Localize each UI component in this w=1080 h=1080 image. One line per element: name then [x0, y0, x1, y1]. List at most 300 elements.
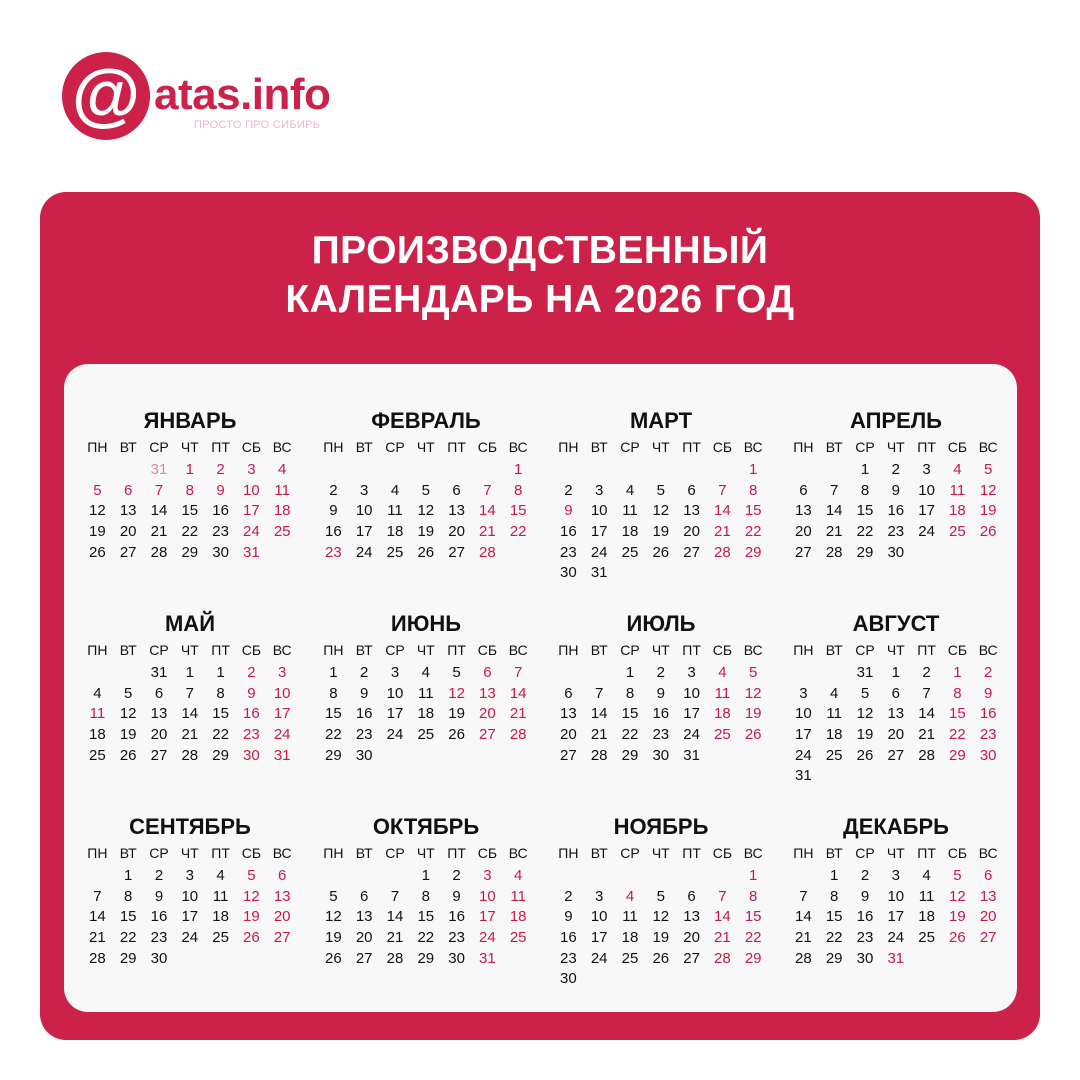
day-cell: 17: [590, 929, 608, 947]
day-cell: 27: [560, 746, 577, 764]
holiday-day: 18: [509, 908, 527, 926]
day-cell: 9: [329, 502, 338, 520]
weekday-label: ПН: [793, 845, 814, 861]
empty-cell: [380, 866, 411, 887]
weekday-label: ВТ: [119, 642, 137, 658]
day-cell: 14: [825, 502, 843, 520]
day-cell: 20: [150, 726, 168, 744]
day-cell: 2: [154, 867, 164, 884]
day-cell: 5: [656, 887, 665, 905]
weekday-label: СР: [855, 642, 875, 658]
day-cell: 10: [887, 887, 905, 905]
week-row: [788, 501, 1004, 522]
empty-cell: [472, 460, 503, 481]
weekday-header: [82, 842, 298, 866]
empty-cell: [973, 543, 1004, 564]
day-cell: 15: [325, 705, 342, 723]
week-row: [553, 460, 769, 481]
day-cell: 16: [560, 929, 577, 947]
day-cell: 2: [360, 664, 369, 681]
day-cell: 14: [918, 705, 935, 723]
holiday-day: 22: [744, 929, 762, 947]
holiday-day: 7: [718, 887, 727, 905]
empty-cell: [973, 949, 1004, 970]
day-cell: 31: [683, 746, 700, 764]
holiday-day: 7: [483, 481, 492, 499]
day-cell: 10: [918, 481, 935, 499]
day-cell: 22: [417, 929, 435, 947]
day-cell: 4: [216, 867, 225, 884]
day-cell: 21: [181, 726, 199, 744]
weekday-label: ВС: [743, 845, 763, 861]
day-cell: 28: [181, 746, 199, 764]
empty-cell: [615, 866, 646, 887]
day-cell: 9: [154, 887, 164, 905]
day-cell: 6: [360, 887, 369, 905]
weekday-label: ПТ: [211, 642, 230, 658]
week-row: [788, 866, 1004, 887]
weekday-label: ЧТ: [886, 642, 905, 658]
weekday-header: [318, 639, 534, 663]
day-cell: 30: [212, 543, 229, 561]
day-cell: 30: [856, 949, 874, 967]
holiday-day: 21: [509, 705, 527, 723]
empty-cell: [82, 663, 113, 684]
day-cell: 27: [683, 949, 700, 967]
weekday-label: ЧТ: [886, 845, 905, 861]
weekday-label: СР: [385, 845, 405, 861]
day-cell: 30: [560, 564, 577, 582]
holiday-day: 5: [953, 867, 962, 884]
weekday-label: ВТ: [119, 845, 137, 861]
week-row: [553, 746, 769, 767]
day-cell: 11: [622, 908, 638, 926]
day-cell: 17: [918, 502, 935, 520]
day-cell: 31: [856, 664, 874, 681]
weekday-label: ПН: [793, 439, 814, 455]
logo: [62, 52, 362, 144]
week-row: [788, 907, 1004, 928]
holiday-day: 9: [984, 684, 993, 702]
holiday-day: 12: [448, 684, 465, 702]
weekday-label: ЧТ: [651, 642, 670, 658]
day-cell: 14: [181, 705, 199, 723]
holiday-day: 24: [243, 523, 260, 541]
day-cell: 4: [93, 684, 102, 702]
day-cell: 3: [360, 481, 369, 499]
month-1: [82, 408, 298, 563]
weekday-label: СБ: [477, 439, 498, 455]
day-cell: 15: [181, 502, 199, 520]
empty-cell: [676, 563, 707, 584]
month-name: ДЕКАБРЬ: [843, 814, 949, 839]
holiday-day: 1: [514, 461, 523, 478]
empty-cell: [707, 563, 738, 584]
day-cell: 10: [355, 502, 373, 520]
day-cell: 6: [564, 684, 573, 702]
day-cell: 24: [386, 726, 404, 744]
day-cell: 14: [150, 502, 168, 520]
day-cell: 21: [795, 929, 812, 947]
empty-cell: [850, 766, 881, 787]
weekday-label: СР: [149, 845, 169, 861]
week-row: [788, 746, 1004, 767]
weekday-label: ВС: [272, 439, 292, 455]
day-cell: 22: [825, 929, 843, 947]
holiday-day: 27: [479, 726, 496, 744]
day-cell: 22: [181, 523, 199, 541]
day-cell: 4: [922, 867, 931, 884]
week-row: [788, 663, 1004, 684]
day-cell: 15: [119, 908, 137, 926]
day-cell: 1: [860, 461, 870, 478]
holiday-day: 30: [243, 746, 260, 764]
day-cell: 26: [856, 746, 874, 764]
holiday-day: 21: [714, 523, 731, 541]
day-cell: 29: [825, 949, 843, 967]
day-cell: 29: [212, 746, 229, 764]
day-cell: 5: [124, 684, 133, 702]
day-cell: 1: [421, 867, 430, 884]
holiday-day: 10: [243, 481, 260, 499]
empty-cell: [380, 460, 411, 481]
week-row: [318, 725, 534, 746]
weekday-label: ВТ: [355, 439, 373, 455]
empty-cell: [410, 746, 441, 767]
day-cell: 12: [652, 908, 670, 926]
day-cell: 3: [185, 867, 194, 884]
day-cell: 18: [89, 726, 106, 744]
weekday-label: СБ: [712, 642, 733, 658]
holiday-day: 26: [949, 929, 966, 947]
day-cell: 12: [325, 908, 342, 926]
weekday-label: ПТ: [917, 642, 936, 658]
day-cell: 6: [154, 684, 164, 702]
empty-cell: [113, 460, 144, 481]
week-row: [553, 501, 769, 522]
weekday-label: ПТ: [447, 845, 466, 861]
week-row: [553, 928, 769, 949]
holiday-day: 28: [509, 726, 527, 744]
month-name: АВГУСТ: [852, 611, 940, 636]
week-row: [82, 746, 298, 767]
day-cell: 9: [656, 684, 665, 702]
day-cell: 25: [212, 929, 229, 947]
weekday-label: ПН: [323, 642, 344, 658]
day-cell: 26: [89, 543, 106, 561]
day-cell: 11: [212, 887, 229, 905]
week-row: [788, 928, 1004, 949]
day-cell: 2: [564, 887, 573, 905]
empty-cell: [645, 460, 676, 481]
day-cell: 13: [448, 502, 465, 520]
day-cell: 25: [89, 746, 106, 764]
weekday-label: ВС: [743, 439, 763, 455]
empty-cell: [380, 746, 411, 767]
logo-text: atas.info: [154, 70, 331, 119]
month-10: [318, 814, 534, 969]
day-cell: 4: [625, 481, 635, 499]
day-cell: 8: [860, 481, 870, 499]
holiday-day: 15: [744, 502, 762, 520]
holiday-day: 11: [714, 684, 731, 702]
holiday-day: 22: [744, 523, 762, 541]
day-cell: 11: [622, 502, 638, 520]
day-cell: 2: [922, 664, 931, 681]
holiday-day: 28: [479, 543, 496, 561]
day-cell: 14: [795, 908, 812, 926]
holiday-day: 1: [185, 461, 194, 478]
day-cell: 20: [887, 726, 905, 744]
day-cell: 17: [181, 908, 199, 926]
empty-cell: [788, 460, 819, 481]
holiday-day: 25: [273, 523, 291, 541]
day-cell: 30: [448, 949, 465, 967]
day-cell: 7: [390, 887, 400, 905]
month-8: [788, 611, 1004, 787]
day-cell: 28: [590, 746, 608, 764]
day-cell: 12: [119, 705, 137, 723]
empty-cell: [707, 969, 738, 990]
weekday-label: СР: [385, 439, 405, 455]
holiday-day: 4: [514, 867, 523, 884]
weekday-label: ВТ: [825, 439, 843, 455]
holiday-day: 12: [744, 684, 762, 702]
holiday-day: 25: [714, 726, 731, 744]
day-cell: 2: [860, 867, 870, 884]
holiday-day: 14: [714, 908, 731, 926]
day-cell: 18: [621, 929, 639, 947]
day-cell: 25: [621, 949, 639, 967]
weekday-label: ПН: [558, 642, 579, 658]
holiday-day: 4: [718, 664, 727, 681]
empty-cell: [788, 866, 819, 887]
empty-cell: [174, 949, 205, 970]
day-cell: 10: [683, 684, 700, 702]
holiday-day: 31: [243, 543, 260, 561]
day-cell: 2: [452, 867, 461, 884]
day-cell: 23: [212, 523, 229, 541]
weekday-label: ПН: [87, 439, 108, 455]
day-cell: 6: [687, 481, 696, 499]
month-name: АПРЕЛЬ: [849, 408, 942, 433]
day-cell: 13: [795, 502, 812, 520]
day-cell: 3: [595, 481, 604, 499]
day-cell: 18: [417, 705, 435, 723]
holiday-day: 31: [273, 746, 291, 764]
holiday-day: 4: [953, 461, 962, 478]
day-cell: 19: [448, 705, 465, 723]
day-cell: 23: [856, 929, 874, 947]
week-row: [318, 501, 534, 522]
day-cell: 9: [891, 481, 900, 499]
weekday-label: ПН: [323, 439, 344, 455]
day-cell: 8: [625, 684, 635, 702]
day-cell: 1: [329, 664, 338, 681]
day-cell: 18: [918, 908, 935, 926]
weekday-label: СР: [149, 642, 169, 658]
week-row: [553, 969, 769, 990]
weekday-header: [553, 639, 769, 663]
day-cell: 19: [89, 523, 106, 541]
holiday-day: 17: [273, 705, 291, 723]
day-cell: 22: [119, 929, 137, 947]
week-row: [318, 481, 534, 502]
day-cell: 15: [621, 705, 639, 723]
empty-cell: [553, 866, 584, 887]
holiday-day: 29: [744, 949, 762, 967]
week-row: [82, 663, 298, 684]
weekday-label: СР: [855, 439, 875, 455]
day-cell: 25: [825, 746, 843, 764]
day-cell: 27: [887, 746, 905, 764]
empty-cell: [707, 746, 738, 767]
weekday-label: ВТ: [590, 642, 608, 658]
week-row: [788, 725, 1004, 746]
day-cell: 25: [918, 929, 935, 947]
holiday-day: 14: [509, 684, 527, 702]
weekday-label: ВС: [272, 845, 292, 861]
weekday-label: ВТ: [825, 642, 843, 658]
weekday-header: [82, 639, 298, 663]
weekday-label: СБ: [947, 439, 968, 455]
weekday-label: ПТ: [211, 845, 230, 861]
day-cell: 16: [325, 523, 342, 541]
day-cell: 19: [417, 523, 435, 541]
weekday-label: СБ: [947, 845, 968, 861]
day-cell: 1: [830, 867, 839, 884]
week-row: [788, 949, 1004, 970]
weekday-label: ВС: [978, 439, 998, 455]
week-row: [318, 949, 534, 970]
holiday-day: 22: [509, 523, 527, 541]
weekday-label: ЧТ: [180, 642, 199, 658]
weekday-header: [82, 436, 298, 460]
week-row: [788, 460, 1004, 481]
day-cell: 13: [683, 908, 700, 926]
day-cell: 5: [452, 664, 461, 681]
holiday-day: 1: [749, 461, 758, 478]
day-cell: 8: [216, 684, 225, 702]
empty-cell: [645, 866, 676, 887]
holiday-day: 26: [243, 929, 260, 947]
holiday-day: 5: [247, 867, 256, 884]
day-cell: 1: [625, 664, 635, 681]
holiday-day: 23: [325, 543, 342, 561]
day-cell: 28: [150, 543, 168, 561]
empty-cell: [349, 866, 380, 887]
day-cell: 16: [887, 502, 905, 520]
week-row: [553, 887, 769, 908]
week-row: [553, 866, 769, 887]
weekday-label: ПТ: [682, 845, 701, 861]
day-cell: 6: [452, 481, 461, 499]
empty-cell: [788, 663, 819, 684]
empty-cell: [819, 766, 850, 787]
holiday-day: 8: [953, 684, 962, 702]
day-cell: 19: [119, 726, 137, 744]
day-cell: 23: [150, 929, 168, 947]
day-cell: 17: [355, 523, 373, 541]
weekday-label: ЧТ: [651, 845, 670, 861]
day-cell: 10: [590, 908, 608, 926]
day-cell: 26: [325, 949, 342, 967]
holiday-day: 10: [273, 684, 291, 702]
weekday-label: ПТ: [682, 439, 701, 455]
week-row: [82, 522, 298, 543]
holiday-day: 27: [979, 929, 997, 947]
holiday-day: 26: [744, 726, 762, 744]
empty-cell: [349, 460, 380, 481]
holiday-day: 8: [514, 481, 523, 499]
empty-cell: [113, 663, 144, 684]
weekday-label: ВС: [508, 439, 528, 455]
day-cell: 20: [683, 523, 700, 541]
month-4: [788, 408, 1004, 563]
empty-cell: [82, 866, 113, 887]
holiday-day: 5: [749, 664, 758, 681]
day-cell: 29: [119, 949, 137, 967]
day-cell: 5: [329, 887, 338, 905]
day-cell: 14: [89, 908, 106, 926]
day-cell: 24: [683, 726, 700, 744]
day-cell: 28: [918, 746, 935, 764]
empty-cell: [615, 563, 646, 584]
day-cell: 22: [856, 523, 874, 541]
week-row: [318, 907, 534, 928]
holiday-day: 12: [243, 887, 260, 905]
day-cell: 23: [560, 543, 577, 561]
week-row: [553, 684, 769, 705]
weekday-label: СБ: [477, 642, 498, 658]
empty-cell: [880, 766, 911, 787]
day-cell: 13: [887, 705, 905, 723]
day-cell: 24: [887, 929, 905, 947]
month-3: [553, 408, 769, 584]
day-cell: 23: [652, 726, 670, 744]
day-cell: 1: [185, 664, 194, 681]
weekday-header: [318, 436, 534, 460]
day-cell: 24: [795, 746, 812, 764]
holiday-day: 13: [479, 684, 496, 702]
week-row: [553, 481, 769, 502]
month-name: ЯНВАРЬ: [143, 408, 237, 433]
day-cell: 30: [560, 970, 577, 988]
week-row: [82, 949, 298, 970]
empty-cell: [819, 460, 850, 481]
weekday-label: ВТ: [590, 845, 608, 861]
empty-cell: [318, 866, 349, 887]
empty-cell: [584, 969, 615, 990]
holiday-day: 22: [949, 726, 966, 744]
holiday-day: 29: [744, 543, 762, 561]
week-row: [788, 887, 1004, 908]
week-row: [788, 522, 1004, 543]
day-cell: 16: [150, 908, 168, 926]
day-cell: 24: [590, 543, 608, 561]
day-cell: 4: [390, 481, 400, 499]
empty-cell: [584, 460, 615, 481]
day-cell: 17: [795, 726, 812, 744]
day-cell: 28: [89, 949, 106, 967]
day-cell: 19: [856, 726, 874, 744]
holiday-day: 21: [714, 929, 731, 947]
day-cell: 18: [386, 523, 404, 541]
holiday-day: 12: [949, 887, 966, 905]
day-cell: 17: [590, 523, 608, 541]
holiday-day: 5: [93, 481, 102, 499]
day-cell: 15: [825, 908, 843, 926]
